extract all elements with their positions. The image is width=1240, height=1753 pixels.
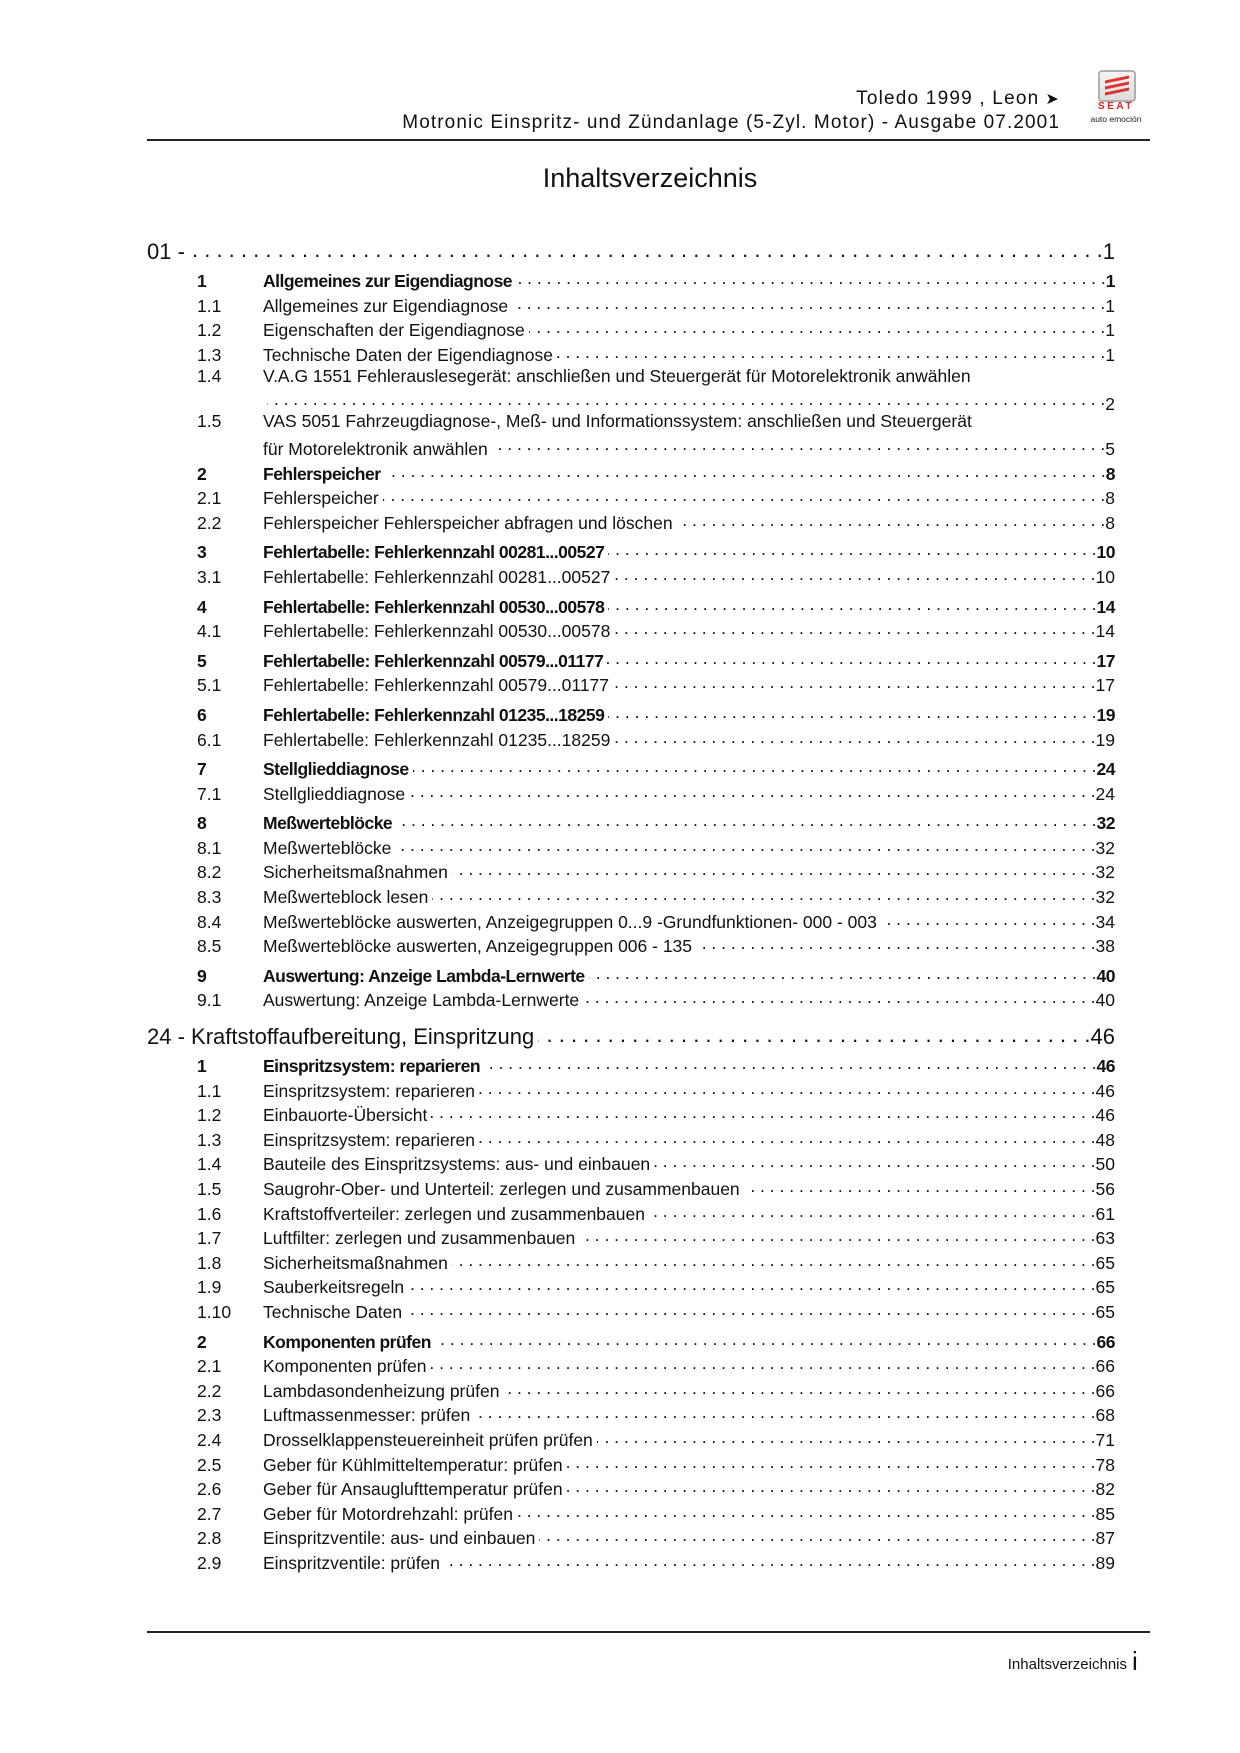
entry-number: 1.6 [197, 1203, 222, 1224]
entry-number: 1.10 [197, 1301, 232, 1322]
toc-entry[interactable] [147, 1149, 1115, 1174]
toc-entry[interactable] [147, 725, 1115, 750]
leader-dots [696, 931, 1096, 952]
page-title: Inhaltsverzeichnis [542, 163, 758, 193]
entry-title: Fehlerspeicher Fehlerspeicher abfragen und löschen [263, 512, 673, 533]
toc-entry[interactable] [147, 1248, 1115, 1273]
toc-entry[interactable] [147, 1425, 1115, 1450]
entry-title: Komponenten prüfen [263, 1356, 427, 1377]
entry-line [197, 434, 1115, 459]
entry-page: 1 [1105, 271, 1115, 291]
entry-page: 1 [1105, 295, 1115, 316]
entry-title: Luftmassenmesser: prüfen [263, 1405, 471, 1426]
toc-section[interactable] [147, 537, 1115, 562]
entry-title: Geber für Kühlmitteltemperatur: prüfen [263, 1454, 563, 1475]
leader-dots [385, 459, 1106, 480]
leader-dots [413, 754, 1097, 775]
entry-title: Drosselklappensteuereinheit prüfen prüfen [263, 1429, 593, 1450]
leader-dots [435, 1327, 1097, 1348]
entry-page: 24 [1096, 759, 1115, 780]
toc-entry[interactable] [147, 931, 1115, 956]
entry-title: Eigenschaften der Eigendiagnose [263, 320, 525, 341]
entry-page: 65 [1095, 1277, 1115, 1298]
entry-title: Sicherheitsmaßnahmen [263, 862, 448, 883]
leader-dots [529, 315, 1106, 336]
entry-title: Meßwerteblöcke [263, 837, 392, 858]
entry-number: 1.9 [197, 1277, 222, 1298]
entry-title: Saugrohr-Ober- und Unterteil: zerlegen und zusammenbauen [263, 1179, 740, 1199]
entry-number: 2.1 [197, 1356, 222, 1377]
entry-page: 14 [1095, 621, 1115, 642]
entry-title: Fehlertabelle: Fehlerkennzahl 01235...18259 [263, 729, 611, 750]
toc-section[interactable] [147, 266, 1115, 291]
leader-dots [677, 508, 1106, 529]
leader-dots [516, 266, 1106, 287]
toc-section[interactable] [147, 754, 1115, 779]
entry-number: 2 [197, 463, 207, 484]
entry-title: Lambdasondenheizung prüfen [263, 1380, 500, 1401]
entry-title: Einspritzsystem: reparieren [263, 1080, 476, 1101]
leader-dots [608, 700, 1096, 721]
toc-entry[interactable] [147, 364, 1115, 414]
entry-title: Einspritzventile: aus- und einbauen [263, 1528, 536, 1549]
entry-number: 1.3 [197, 1129, 222, 1150]
toc-entry[interactable] [147, 315, 1115, 340]
entry-page: 48 [1095, 1129, 1115, 1150]
toc-entry[interactable] [147, 882, 1115, 907]
entry-page: 14 [1096, 596, 1115, 617]
toc-entry[interactable] [147, 483, 1115, 508]
entry-title: Stellglieddiagnose [263, 759, 409, 780]
entry-page: 19 [1096, 704, 1115, 725]
toc-section[interactable] [147, 646, 1115, 671]
leader-dots [583, 985, 1095, 1006]
entry-number: 9.1 [197, 990, 222, 1011]
leader-dots [474, 1400, 1095, 1421]
entry-number: 6 [197, 704, 207, 725]
toc-section[interactable] [147, 1327, 1115, 1352]
entry-number: 8 [197, 813, 207, 834]
entry-number: 8.3 [197, 887, 222, 908]
leader-dots [395, 833, 1095, 854]
toc-entry[interactable] [147, 1548, 1115, 1573]
entry-title: Sauberkeitsregeln [263, 1277, 405, 1298]
leader-dots [479, 1125, 1096, 1146]
entry-page: 8 [1105, 488, 1115, 509]
leader-dots [452, 1248, 1096, 1269]
logo-brand: SEAT [1098, 101, 1134, 112]
toc-entry[interactable] [147, 1351, 1115, 1376]
leader-dots [654, 1149, 1095, 1170]
entry-number: 8.4 [197, 911, 222, 932]
toc-entry[interactable] [147, 1174, 1115, 1199]
header-model [856, 88, 1060, 110]
leader-dots [567, 1450, 1096, 1471]
leader-dots [607, 646, 1096, 667]
entry-page: 46 [1095, 1105, 1115, 1126]
entry-title: Einspritzsystem: reparieren [263, 1129, 476, 1150]
entry-page: 78 [1095, 1454, 1115, 1475]
toc-entry[interactable] [147, 409, 1115, 459]
entry-number: 2.8 [197, 1528, 222, 1549]
leader-dots [431, 1100, 1095, 1121]
entry-number: 1.2 [197, 1105, 222, 1126]
entry-number: 2.2 [197, 1380, 222, 1401]
entry-page: 1 [1105, 320, 1115, 341]
entry-page: 32 [1095, 887, 1115, 908]
entry-page: 61 [1095, 1203, 1115, 1224]
entry-title: Geber für Ansauglufttemperatur prüfen [263, 1479, 563, 1500]
entry-number: 2 [197, 1331, 207, 1352]
entry-page: 65 [1095, 1301, 1115, 1322]
leader-dots [744, 1174, 1096, 1195]
entry-title: Auswertung: Anzeige Lambda-Lernwerte [263, 990, 580, 1011]
leader-dots [430, 1351, 1095, 1372]
toc-entry[interactable] [147, 616, 1115, 641]
entry-page: 10 [1096, 542, 1115, 563]
entry-title: Einspritzventile: prüfen [263, 1552, 441, 1573]
leader-dots [608, 537, 1096, 558]
toc-entry[interactable] [147, 1376, 1115, 1401]
leader-dots [479, 1076, 1096, 1097]
entry-number: 2.5 [197, 1454, 222, 1475]
leader-dots [406, 1297, 1095, 1318]
entry-page: 87 [1095, 1528, 1115, 1549]
entry-title: Fehlerspeicher [263, 488, 379, 509]
leader-dots [408, 1272, 1095, 1293]
entry-title: Fehlertabelle: Fehlerkennzahl 00579...01177 [263, 675, 610, 696]
toc-entry[interactable] [147, 1199, 1115, 1224]
toc-entry[interactable] [147, 907, 1115, 932]
toc-section[interactable] [147, 961, 1115, 986]
entry-title: VAS 5051 Fahrzeugdiagnose-, Meß- und Informationssystem: anschließen und Steuergerät [263, 410, 972, 431]
entry-page: 19 [1095, 729, 1115, 750]
entry-page: 10 [1095, 566, 1115, 587]
leader-dots [614, 562, 1095, 583]
leader-dots [409, 779, 1095, 800]
chapter-page: 1 [1102, 239, 1115, 265]
entry-page: 38 [1095, 936, 1115, 957]
entry-page: 71 [1095, 1429, 1115, 1450]
toc-section[interactable] [147, 808, 1115, 833]
leader-dots [444, 1548, 1095, 1569]
leader-dots [539, 1523, 1095, 1544]
entry-number: 8.2 [197, 862, 222, 883]
entry-number: 1.7 [197, 1228, 222, 1249]
entry-title-cont: für Motorelektronik anwählen [263, 438, 488, 459]
entry-number: 5.1 [197, 675, 222, 696]
entry-number: 1.2 [197, 320, 222, 341]
entry-number: 2.1 [197, 488, 222, 509]
entry-number: 2.9 [197, 1552, 222, 1573]
entry-title: Fehlertabelle: Fehlerkennzahl 01235...18259 [263, 704, 605, 725]
entry-page: 32 [1096, 813, 1115, 834]
toc-entry[interactable] [147, 1100, 1115, 1125]
toc-entry[interactable] [147, 340, 1115, 365]
toc-entry[interactable] [147, 857, 1115, 882]
leader-dots [538, 1018, 1090, 1044]
entry-page: 46 [1095, 1080, 1115, 1101]
leader-dots [614, 616, 1095, 637]
toc-entry[interactable] [147, 1474, 1115, 1499]
leader-dots [383, 483, 1106, 504]
entry-page: 17 [1095, 675, 1115, 696]
toc-entry[interactable] [147, 1450, 1115, 1475]
entry-page: 68 [1095, 1405, 1115, 1426]
toc-entry[interactable] [147, 1272, 1115, 1297]
entry-number: 9 [197, 965, 207, 986]
entry-page: 85 [1095, 1503, 1115, 1524]
toc-chapter[interactable] [147, 1018, 1115, 1051]
entry-number: 2.4 [197, 1429, 222, 1450]
entry-page: 46 [1096, 1056, 1115, 1077]
toc-entry[interactable] [147, 670, 1115, 695]
toc-section[interactable] [147, 592, 1115, 617]
leader-dots [189, 233, 1103, 259]
entry-number: 5 [197, 650, 207, 671]
leader-dots [613, 670, 1096, 691]
footer-divider [147, 1631, 1150, 1633]
entry-number: 3 [197, 542, 207, 563]
entry-number: 4.1 [197, 621, 222, 642]
entry-title: Bauteile des Einspritzsystems: aus- und einbauen [263, 1154, 651, 1175]
entry-page: 56 [1095, 1179, 1115, 1199]
entry-page: 8 [1105, 463, 1115, 484]
table-of-contents [147, 233, 1115, 1573]
toc-entry[interactable] [147, 562, 1115, 587]
chapter-title: 01 - [147, 239, 185, 265]
toc-entry[interactable] [147, 1499, 1115, 1524]
entry-title: Fehlertabelle: Fehlerkennzahl 00530...00578 [263, 621, 611, 642]
entry-page: 66 [1096, 1331, 1115, 1352]
entry-page: 50 [1095, 1154, 1115, 1175]
entry-title: Allgemeines zur Eigendiagnose [263, 271, 513, 291]
entry-title: Komponenten prüfen [263, 1331, 431, 1352]
entry-page: 65 [1095, 1252, 1115, 1273]
toc-entry[interactable] [147, 985, 1115, 1010]
leader-dots [649, 1199, 1096, 1220]
leader-dots [512, 291, 1105, 312]
header-model-text: Toledo 1999 , Leon [856, 88, 1040, 109]
entry-number: 1 [197, 1056, 207, 1077]
leader-dots [589, 961, 1097, 982]
toc-section[interactable] [147, 459, 1115, 484]
entry-number: 3.1 [197, 566, 222, 587]
leader-dots [597, 1425, 1096, 1446]
entry-number: 1.4 [197, 1154, 222, 1175]
entry-line [197, 364, 1115, 389]
toc-entry[interactable] [147, 1076, 1115, 1101]
header-divider [147, 139, 1150, 141]
toc-entry[interactable] [147, 1297, 1115, 1322]
entry-title: Einbauorte-Übersicht [263, 1105, 428, 1126]
toc-entry[interactable] [147, 508, 1115, 533]
entry-number: 1 [197, 271, 207, 291]
toc-chapter[interactable] [147, 233, 1115, 266]
toc-section[interactable] [147, 1051, 1115, 1076]
leader-dots [484, 1051, 1097, 1072]
entry-number: 1.8 [197, 1252, 222, 1273]
leader-dots [614, 725, 1095, 746]
toc-entry[interactable] [147, 291, 1115, 316]
entry-number: 2.6 [197, 1479, 222, 1500]
logo-slogan: auto emoción [1090, 114, 1142, 124]
leader-dots [608, 592, 1096, 613]
leader-dots [517, 1499, 1096, 1520]
entry-line [197, 389, 1115, 414]
entry-number: 2.3 [197, 1405, 222, 1426]
leader-dots [557, 340, 1105, 361]
toc-entry[interactable] [147, 1523, 1115, 1548]
toc-entry[interactable] [147, 1223, 1115, 1248]
entry-title: Kraftstoffverteiler: zerlegen und zusammenbauen [263, 1203, 645, 1224]
entry-title: Stellglieddiagnose [263, 783, 406, 804]
entry-page: 17 [1096, 650, 1115, 671]
chapter-page: 46 [1090, 1024, 1115, 1050]
toc-entry[interactable] [147, 833, 1115, 858]
entry-title: Sicherheitsmaßnahmen [263, 1252, 448, 1273]
leader-dots [579, 1223, 1095, 1244]
entry-page: 66 [1095, 1380, 1115, 1401]
entry-number: 2.7 [197, 1503, 222, 1524]
entry-page: 24 [1095, 783, 1115, 804]
entry-title: Geber für Motordrehzahl: prüfen [263, 1503, 513, 1524]
footer-page-number: i [1132, 1646, 1138, 1676]
footer-section: Inhaltsverzeichnis [1007, 1656, 1127, 1673]
leader-dots [452, 857, 1096, 878]
leader-dots [567, 1474, 1096, 1495]
entry-title: Luftfilter: zerlegen und zusammenbauen [263, 1228, 576, 1249]
leader-dots [432, 882, 1095, 903]
leader-dots [267, 389, 1105, 410]
entry-page: 5 [1105, 438, 1115, 459]
entry-title: Einspritzsystem: reparieren [263, 1056, 481, 1077]
entry-page: 66 [1095, 1356, 1115, 1377]
seat-logo-icon [1084, 68, 1148, 128]
entry-title: V.A.G 1551 Fehlerauslesegerät: anschließen und Steuergerät für Motorelektronik anwählen [263, 366, 971, 387]
entry-number: 1.5 [197, 1179, 222, 1199]
entry-title: Technische Daten der Eigendiagnose [263, 344, 553, 365]
entry-line [197, 409, 1115, 434]
entry-number: 8.1 [197, 837, 222, 858]
entry-title: Fehlertabelle: Fehlerkennzahl 00281...00527 [263, 566, 611, 587]
leader-dots [492, 434, 1106, 455]
entry-number: 4 [197, 596, 207, 617]
entry-page: 40 [1096, 965, 1115, 986]
entry-title: Fehlerspeicher [263, 463, 381, 484]
entry-number: 8.5 [197, 936, 222, 957]
entry-page: 34 [1095, 911, 1115, 932]
entry-title: Technische Daten [263, 1301, 403, 1322]
entry-page: 2 [1105, 393, 1115, 414]
entry-number: 1.4 [197, 366, 222, 387]
entry-number: 1.1 [197, 295, 222, 316]
entry-number: 6.1 [197, 729, 222, 750]
entry-number: 1.5 [197, 410, 222, 431]
entry-title: Auswertung: Anzeige Lambda-Lernwerte [263, 965, 585, 986]
entry-number: 2.2 [197, 512, 222, 533]
entry-page: 32 [1095, 862, 1115, 883]
entry-page: 82 [1095, 1479, 1115, 1500]
entry-title: Fehlertabelle: Fehlerkennzahl 00579...01177 [263, 650, 604, 671]
header-subtitle: Motronic Einspritz- und Zündanlage (5-Zyl. Motor) - Ausgabe 07.2001 [402, 112, 1060, 133]
entry-title: Meßwerteblock lesen [263, 887, 429, 908]
entry-page: 40 [1095, 990, 1115, 1011]
entry-title: Meßwerteblöcke auswerten, Anzeigegruppen 0...9 -Grundfunktionen- 000 - 003 [263, 911, 877, 932]
entry-page: 63 [1095, 1228, 1115, 1249]
seat-badge-icon [1098, 70, 1136, 102]
leader-dots [396, 808, 1096, 829]
entry-page: 8 [1105, 512, 1115, 533]
entry-title: Fehlertabelle: Fehlerkennzahl 00281...00527 [263, 542, 605, 563]
entry-page: 1 [1105, 344, 1115, 365]
entry-page: 32 [1095, 837, 1115, 858]
entry-number: 7.1 [197, 783, 222, 804]
entry-title: Fehlertabelle: Fehlerkennzahl 00530...00578 [263, 596, 605, 617]
leader-dots [503, 1376, 1095, 1397]
entry-page: 89 [1095, 1552, 1115, 1573]
toc-entry[interactable] [147, 1125, 1115, 1150]
entry-title: Meßwerteblöcke [263, 813, 393, 834]
entry-number: 1.1 [197, 1080, 222, 1101]
entry-title: Allgemeines zur Eigendiagnose [263, 295, 509, 316]
arrow-icon: ➤ [1045, 91, 1060, 108]
entry-number: 1.3 [197, 344, 222, 365]
entry-title: Meßwerteblöcke auswerten, Anzeigegruppen 006 - 135 [263, 936, 693, 957]
toc-entry[interactable] [147, 1400, 1115, 1425]
toc-section[interactable] [147, 700, 1115, 725]
entry-number: 7 [197, 759, 207, 780]
leader-dots [881, 907, 1096, 928]
chapter-title: 24 - Kraftstoffaufbereitung, Einspritzung [147, 1024, 535, 1050]
toc-entry[interactable] [147, 779, 1115, 804]
